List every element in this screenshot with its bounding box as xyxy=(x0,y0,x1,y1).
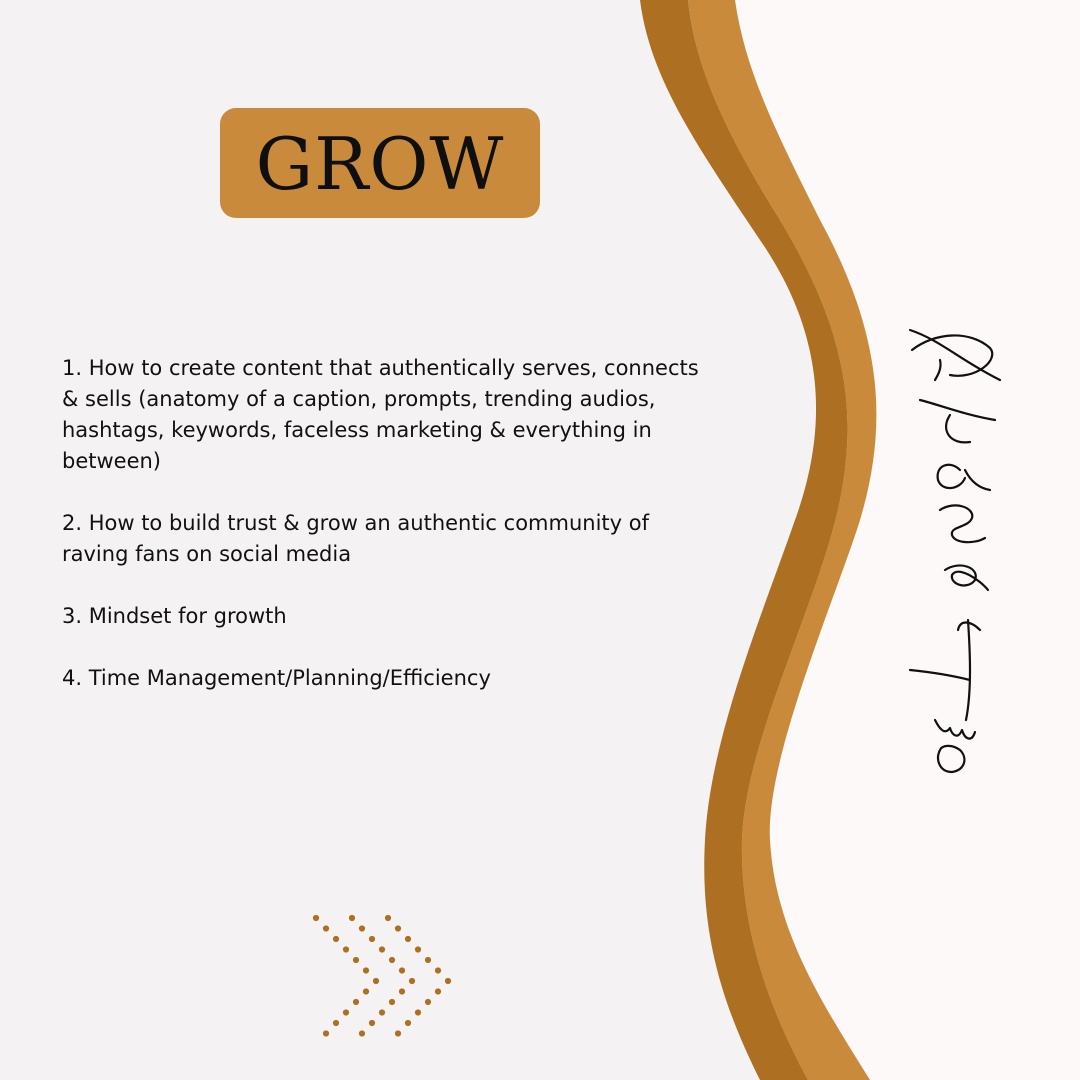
page-title: GROW xyxy=(255,122,505,206)
chevron-dot xyxy=(379,946,385,952)
chevron-dot xyxy=(363,967,369,973)
chevron-dot xyxy=(445,978,451,984)
chevron-dot xyxy=(405,1020,411,1026)
chevron-dot xyxy=(323,1030,329,1036)
chevron-dot xyxy=(359,925,365,931)
chevron-dot xyxy=(389,999,395,1005)
list-item: 1. How to create content that authentically serves, connects & sells (anatomy of a caption, prompts, trending audios, hashtags, keywords, faceless marketing & everything in between) xyxy=(62,356,699,473)
chevron-dot xyxy=(435,967,441,973)
chevron-dot xyxy=(379,1009,385,1015)
chevron-dot xyxy=(425,999,431,1005)
chevron-dot xyxy=(333,936,339,942)
chevron-dot xyxy=(323,925,329,931)
topic-list xyxy=(62,353,702,725)
chevron-dot xyxy=(353,999,359,1005)
list-item: 2. How to build trust & grow an authentic community of raving fans on social media xyxy=(62,511,649,566)
chevron-dot xyxy=(425,957,431,963)
chevron-dot xyxy=(359,1030,365,1036)
chevron-dot xyxy=(363,988,369,994)
chevron-dot xyxy=(369,1020,375,1026)
chevron-dot xyxy=(415,1009,421,1015)
chevron-dot xyxy=(399,967,405,973)
chevron-dots-icon xyxy=(300,900,460,1040)
chevron-dot xyxy=(435,988,441,994)
chevron-dot xyxy=(349,915,355,921)
chevron-dot xyxy=(399,988,405,994)
chevron-dot xyxy=(409,978,415,984)
chevron-dot xyxy=(415,946,421,952)
chevron-dot xyxy=(353,957,359,963)
chevron-dot xyxy=(343,946,349,952)
chevron-dot xyxy=(405,936,411,942)
chevron-dot xyxy=(313,915,319,921)
chevron-dot xyxy=(373,978,379,984)
chevron-dot xyxy=(395,925,401,931)
list-item: 3. Mindset for growth xyxy=(62,604,287,628)
chevron-dot xyxy=(389,957,395,963)
chevron-dot xyxy=(369,936,375,942)
list-item: 4. Time Management/Planning/Efficiency xyxy=(62,666,491,690)
chevron-dot xyxy=(333,1020,339,1026)
chevron-dot xyxy=(395,1030,401,1036)
chevron-dot xyxy=(343,1009,349,1015)
chevron-dot xyxy=(385,915,391,921)
signature-icon xyxy=(880,320,1020,780)
title-banner xyxy=(220,108,540,218)
